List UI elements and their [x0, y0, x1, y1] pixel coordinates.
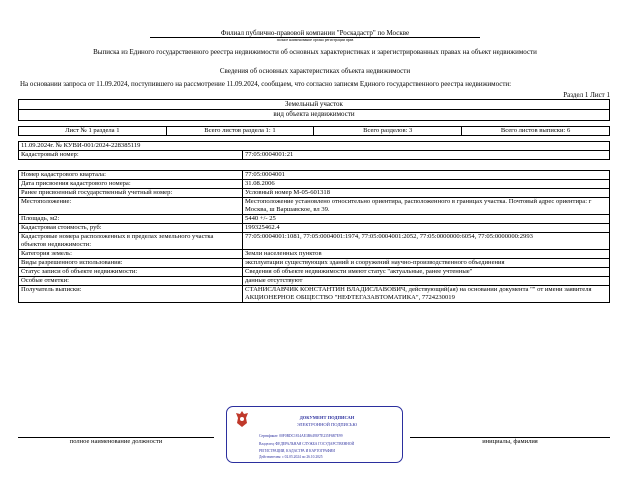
page-marker: Раздел 1 Лист 1 [563, 91, 610, 99]
position-label: полное наименование должности [69, 438, 163, 445]
row-label: Номер кадастрового квартала: [19, 171, 243, 180]
row-label: Особые отметки: [19, 277, 243, 286]
sheet-number: Лист № 1 раздела 1 [19, 127, 167, 136]
signature-owner: Владелец: ФЕДЕРАЛЬНАЯ СЛУЖБА ГОСУДАРСТВЕННОЙ [259, 442, 355, 446]
table-row [19, 224, 610, 233]
row-label: Ранее присвоенный государственный учетный номер: [19, 189, 243, 198]
doc-id-table [18, 141, 610, 160]
sheet-total-extract: Всего листов выписки: 6 [462, 127, 610, 136]
table-row [19, 171, 610, 180]
row-value: Местоположение установлено относительно ориентира, расположенного в границах участка. Почтовый адрес ориентира: г Москва, ш Варшавское, вл 39. [243, 198, 610, 215]
branch-name: Филиал публично-правовой компании "Роскадастр" по Москве [150, 29, 480, 38]
signature-title: ДОКУМЕНТ ПОДПИСАН [299, 415, 355, 420]
row-label: Дата присвоения кадастрового номера: [19, 180, 243, 189]
name-label: инициалы, фамилия [482, 438, 538, 445]
row-label: Категория земель: [19, 250, 243, 259]
table-row [19, 233, 610, 250]
row-value: 5440 +/- 25 [243, 215, 610, 224]
section-title: Сведения об основных характеристиках объекта недвижимости [219, 67, 411, 75]
row-value: 199325462.4 [243, 224, 610, 233]
signature-valid: Действителен: с 02.05.2024 по 26.10.2025 [259, 455, 323, 459]
row-value: Сведения об объекте недвижимости имеют статус "актуальные, ранее учтенные" [243, 268, 610, 277]
signature-subtitle: ЭЛЕКТРОННОЙ ПОДПИСЬЮ [296, 422, 358, 427]
table-row [19, 250, 610, 259]
table-row [19, 259, 610, 268]
table-row [19, 268, 610, 277]
row-label: Виды разрешенного использования: [19, 259, 243, 268]
row-label: Местоположение: [19, 198, 243, 215]
branch-caption: полное наименование органа регистрации прав [276, 38, 354, 42]
row-label: Кадастровые номера расположенных в пределах земельного участка объектов недвижимости: [19, 233, 243, 250]
row-value: Земли населенных пунктов [243, 250, 610, 259]
row-value: 31.08.2006 [243, 180, 610, 189]
table-row [19, 198, 610, 215]
object-type-box [18, 99, 610, 121]
row-value: данные отсутствуют [243, 277, 610, 286]
extract-title: Выписка из Единого государственного реестра недвижимости об основных характеристиках и зарегистрированных правах на объект недвижимости [93, 48, 537, 56]
table-row [19, 189, 610, 198]
row-value: Условный номер М-05-601318 [243, 189, 610, 198]
doc-id: 11.09.2024г. № КУВИ-001/2024-228385119 [19, 142, 610, 151]
sheet-total-section: Всего листов раздела 1: 1 [166, 127, 314, 136]
coat-of-arms-icon [235, 410, 249, 428]
signature-cert: Сертификат: 00F0BDC1814AE3B6493F7E235F6B7E99 [259, 434, 343, 438]
request-intro: На основании запроса от 11.09.2024, поступившего на рассмотрение 11.09.2024, сообщаем, что согласно записям Единого государственного реестра недвижимости: [20, 80, 512, 88]
row-label: Площадь, м2: [19, 215, 243, 224]
row-value: СТАНИСЛАВЧИК КОНСТАНТИН ВЛАДИСЛАВОВИЧ, действующий(ая) на основании документа "" от имени заявителя АКЦИОНЕРНОЕ ОБЩЕСТВО "НЕФТЕГАЗАВТОМАТИКА", 7724230019 [243, 286, 610, 303]
sections-total: Всего разделов: 3 [314, 127, 462, 136]
cadastral-number-value: 77:05:0004001:21 [243, 151, 610, 160]
sheet-info-table [18, 126, 610, 136]
row-value: эксплуатации существующих зданий и сооружений научно-производственного объединения [243, 259, 610, 268]
row-value: 77:05:0004001:1081, 77:05:0004001:1974, 77:05:0004001:2052, 77:05:0000000:6054, 77:05:0000000:2993 [243, 233, 610, 250]
row-label: Статус записи об объекте недвижимости: [19, 268, 243, 277]
table-row [19, 277, 610, 286]
table-row [19, 180, 610, 189]
row-label: Кадастровая стоимость, руб: [19, 224, 243, 233]
electronic-signature-stamp [226, 406, 403, 463]
cadastral-number-label: Кадастровый номер: [19, 151, 243, 160]
signature-owner-cont: РЕГИСТРАЦИИ, КАДАСТРА И КАРТОГРАФИИ [259, 449, 335, 453]
table-row [19, 286, 610, 303]
object-type-caption: вид объекта недвижимости [273, 110, 355, 118]
object-type: Земельный участок [19, 100, 609, 110]
row-label: Получатель выписки: [19, 286, 243, 303]
table-row [19, 215, 610, 224]
characteristics-table [18, 170, 610, 303]
row-value: 77:05:0004001 [243, 171, 610, 180]
